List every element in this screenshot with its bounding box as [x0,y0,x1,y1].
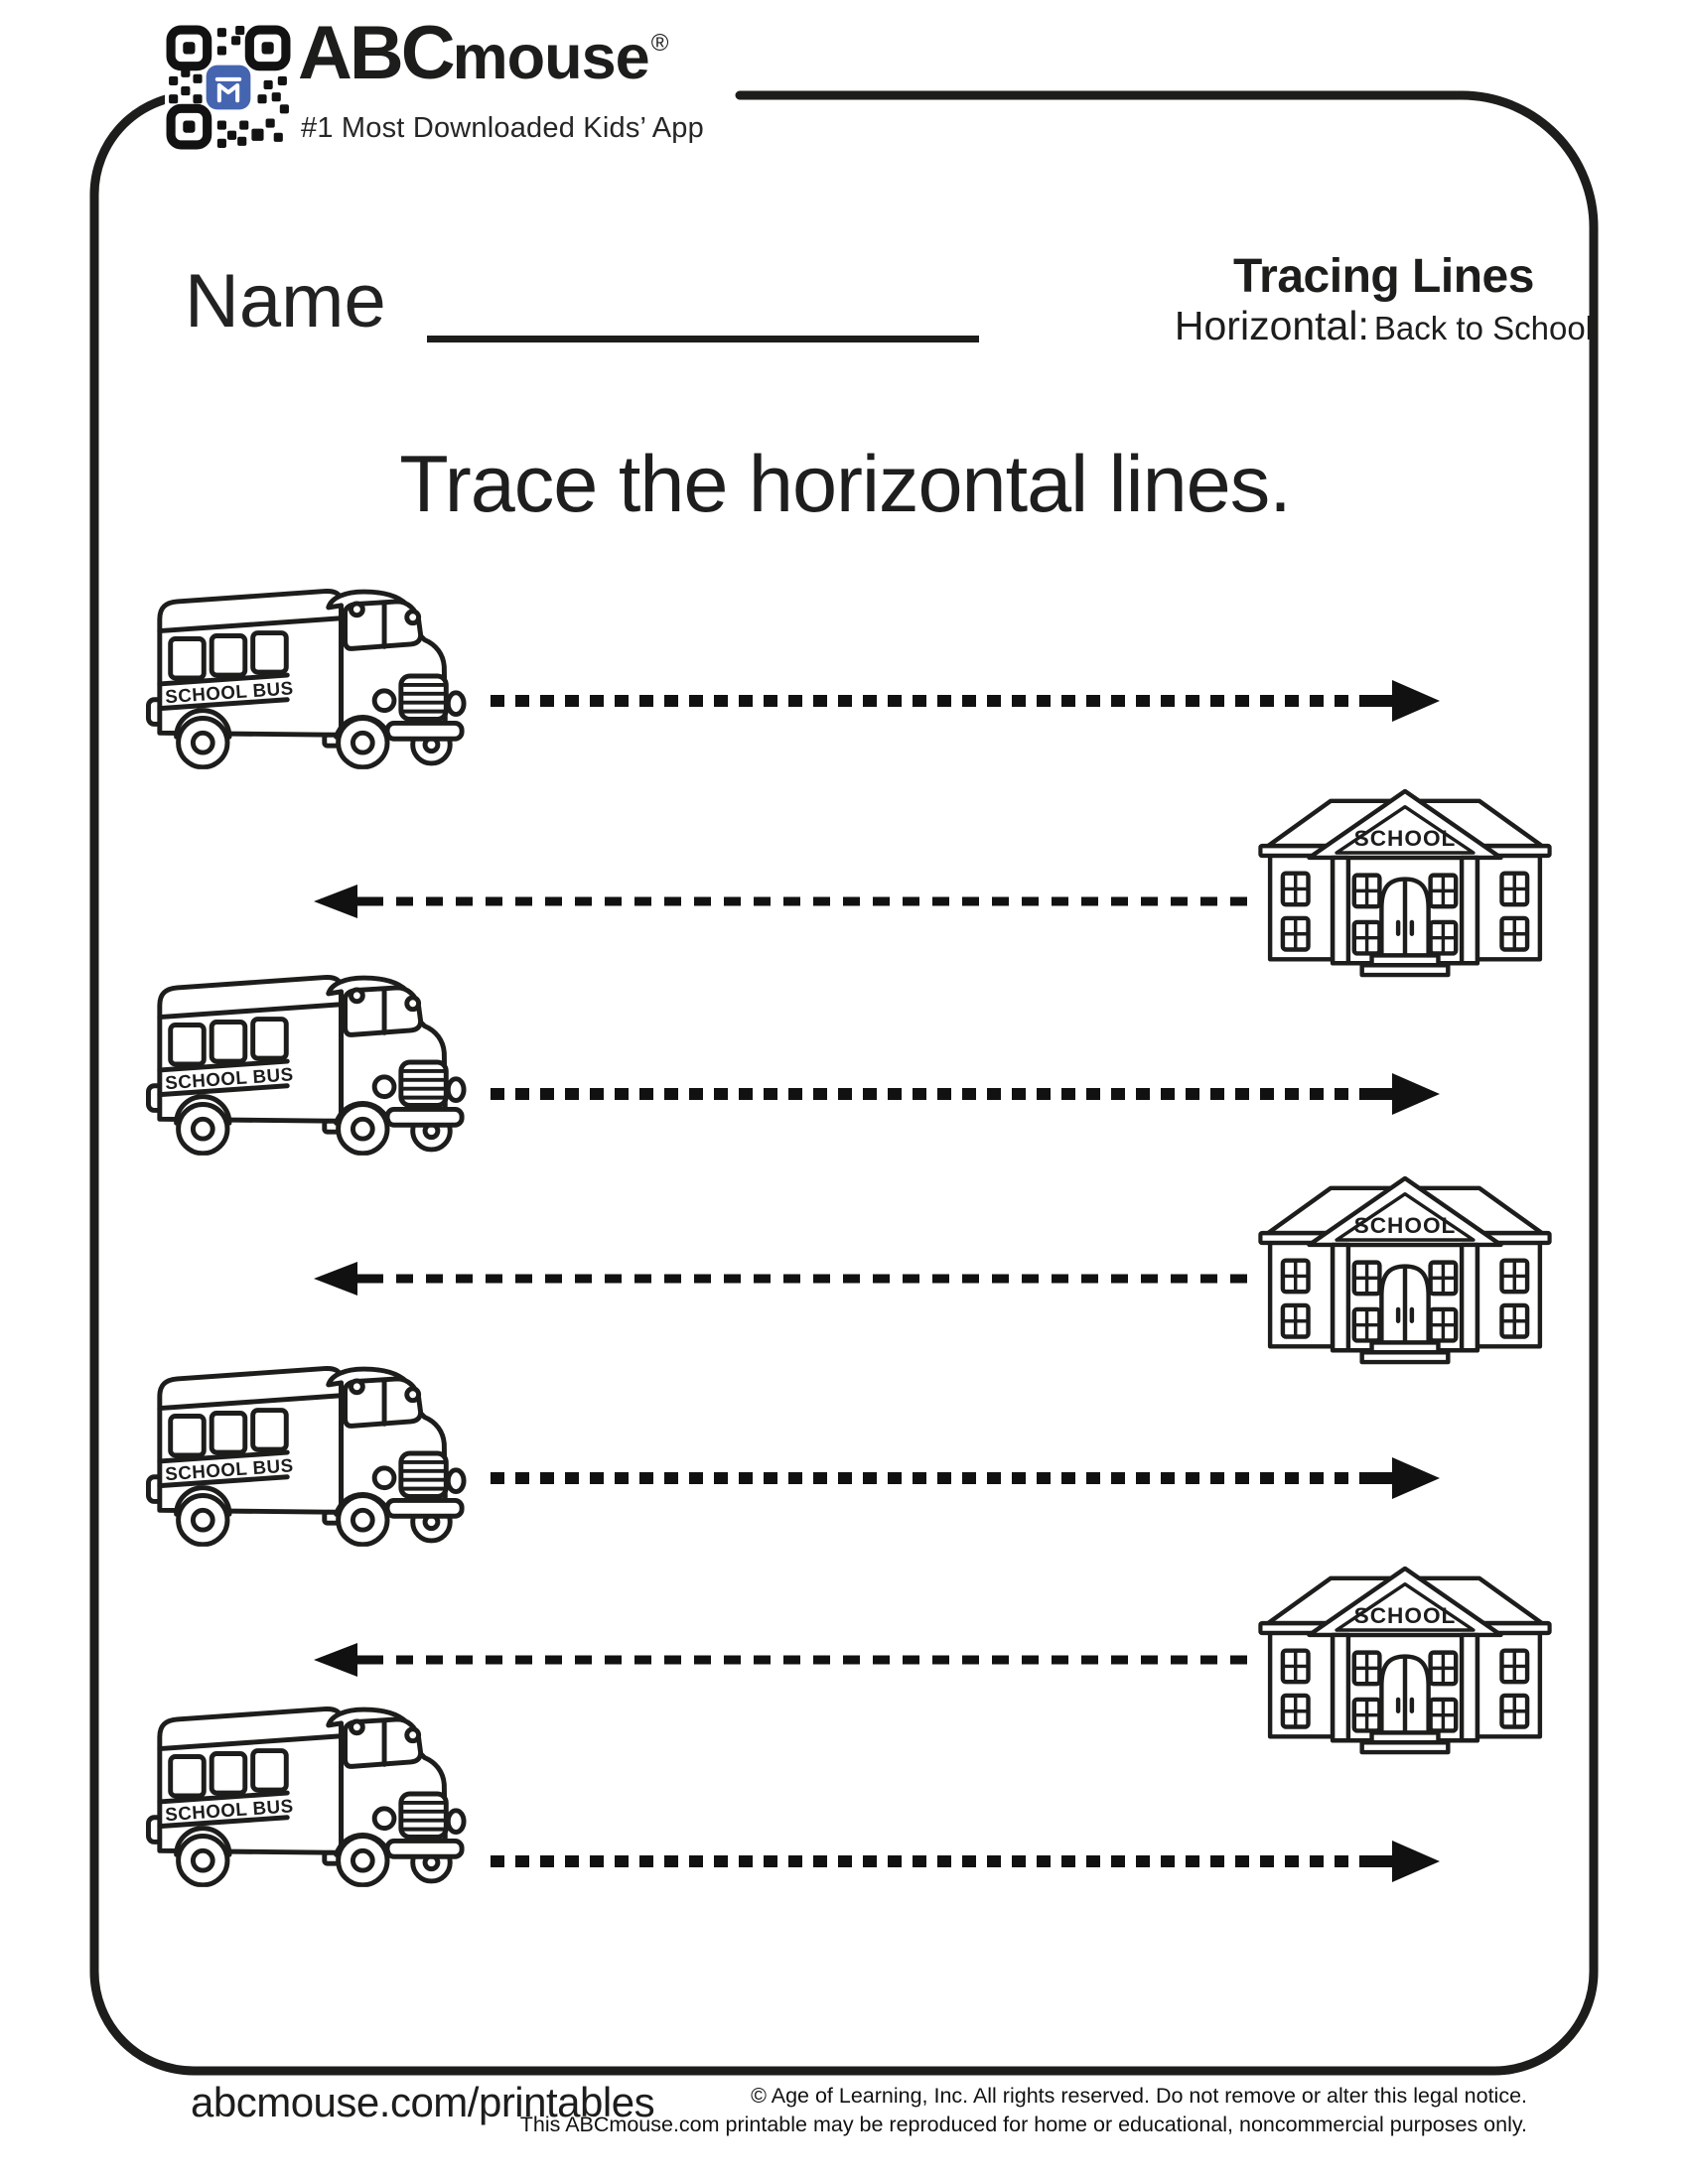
subtitle-value: Back to School [1373,309,1593,346]
name-blank-line [427,336,979,342]
legal-line-1: © Age of Learning, Inc. All rights reserved. Do not remove or alter this legal notice. [751,2084,1527,2108]
school-bus-icon [146,1706,470,1887]
school-bus-icon [146,588,470,769]
brand-mouse: mouse [452,23,649,92]
subtitle-label: Horizontal: [1174,302,1369,348]
trace-arrow-left [312,1256,1253,1301]
qr-code-icon [165,24,292,151]
school-building-icon [1258,1176,1552,1367]
registered-mark: ® [650,30,669,57]
school-building-icon [1258,789,1552,980]
school-building-icon [1258,1567,1552,1757]
trace-arrow-right [485,1839,1440,1884]
trace-arrow-left [312,879,1253,924]
legal-notice [520,2082,1527,2138]
abcmouse-logo [298,11,669,95]
logo-tagline: #1 Most Downloaded Kids’ App [301,112,704,144]
footer-site-url: abcmouse.com/printables [191,2079,655,2125]
instruction-text: Trace the horizontal lines. [399,440,1291,529]
trace-arrow-right [485,1071,1440,1117]
brand-abc: ABC [298,11,453,95]
trace-arrow-right [485,678,1440,724]
name-label: Name [185,259,386,343]
worksheet-type-title: Tracing Lines [1232,250,1534,303]
trace-arrow-left [312,1637,1253,1683]
worksheet-header [1175,252,1593,347]
school-bus-icon [146,1365,470,1547]
abcmouse-app-icon [207,66,251,110]
school-bus-icon [146,974,470,1156]
trace-arrow-right [485,1455,1440,1501]
worksheet-subtitle [1174,302,1593,348]
legal-line-2: This ABCmouse.com printable may be reproduced for home or educational, noncommercial purposes only. [519,2112,1527,2136]
